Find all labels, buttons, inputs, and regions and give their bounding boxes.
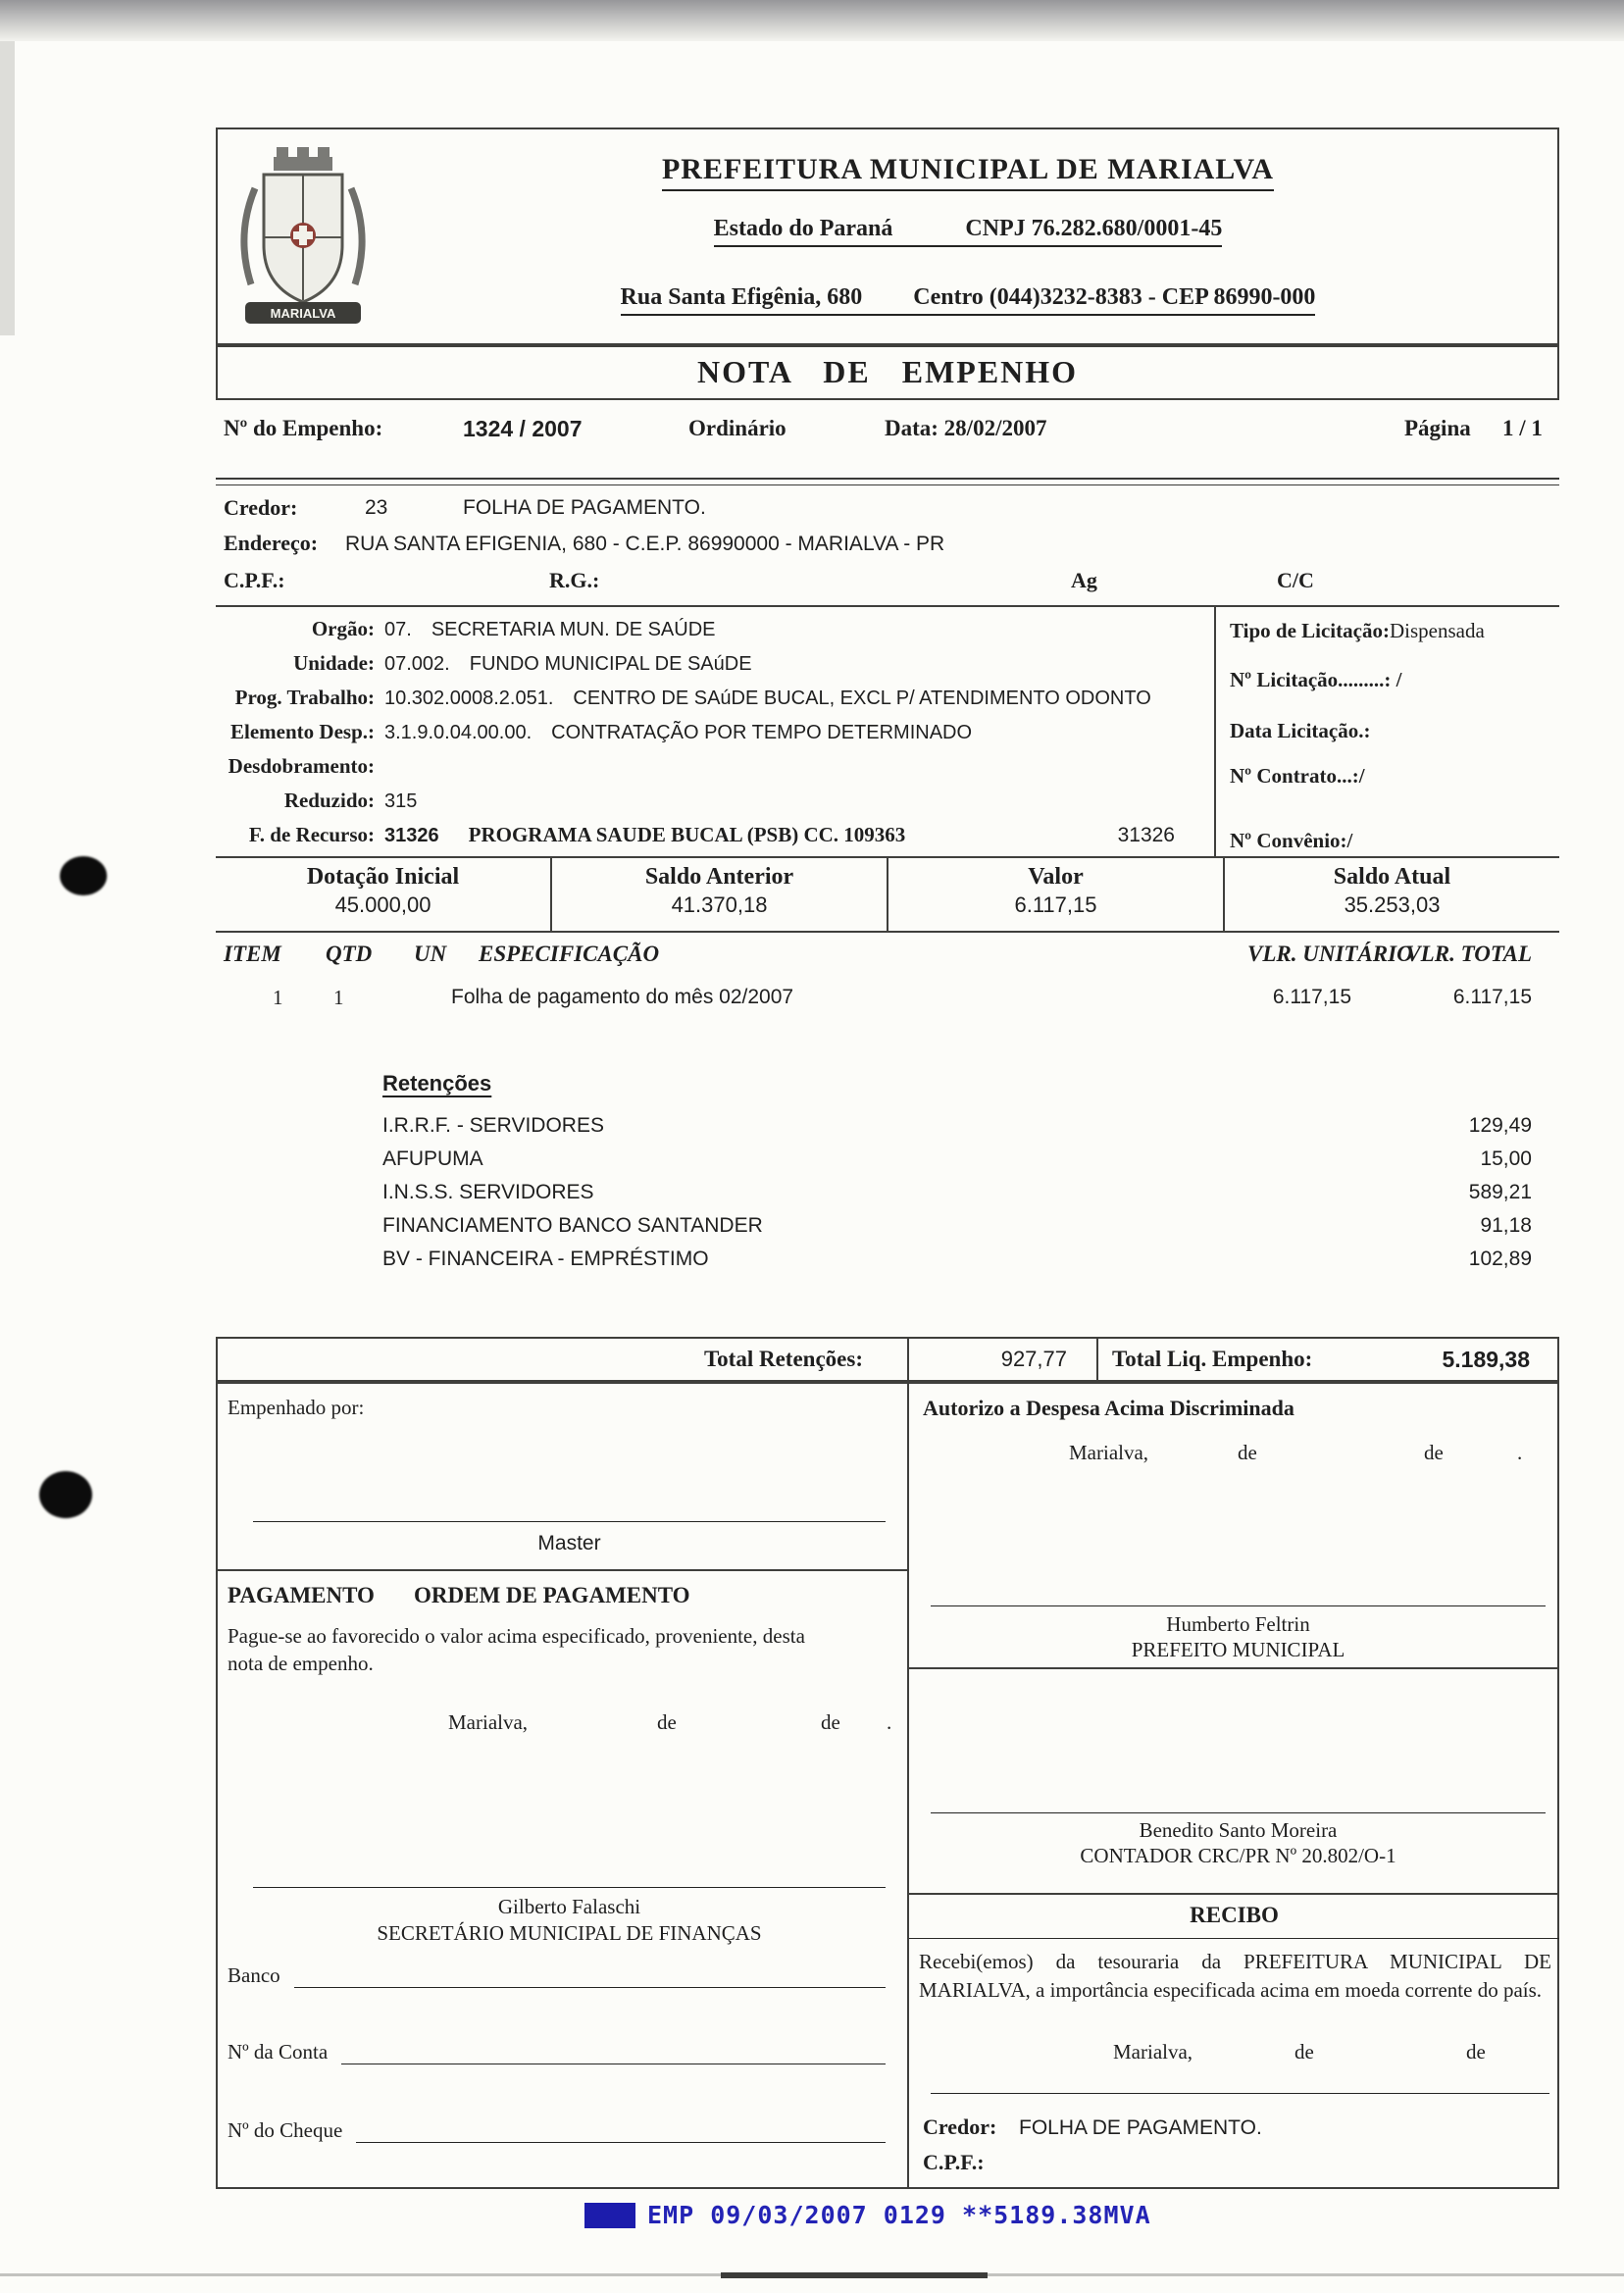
page-label: Página [1404, 416, 1471, 440]
dotacao-inicial-cell [216, 858, 550, 931]
items-header-row [216, 942, 1559, 975]
header-state-line [384, 216, 1551, 247]
orgao-label: Orgão: [311, 617, 375, 640]
recibo-cpf-label: C.P.F.: [923, 2150, 985, 2174]
totals-row [216, 1337, 1559, 1382]
de-blank: de [657, 1710, 677, 1734]
item-number: 1 [273, 986, 283, 1009]
city-blank: Marialva, [1069, 1441, 1149, 1464]
retention-value: 15,00 [1480, 1147, 1532, 1170]
letterhead [216, 127, 1559, 345]
item-total-value: 6.117,15 [1452, 986, 1532, 1008]
prog-trabalho-code: 10.302.0008.2.051. [384, 688, 554, 709]
secretario-role: SECRETÁRIO MUNICIPAL DE FINANÇAS [377, 1921, 762, 1945]
street-address: Rua Santa Efigênia, 680 [620, 284, 863, 310]
item-description: Folha de pagamento do mês 02/2007 [451, 986, 794, 1008]
contador-role: CONTADOR CRC/PR Nº 20.802/O-1 [1080, 1844, 1396, 1867]
empenhado-signature-name: Master [537, 1532, 601, 1554]
recibo-title: RECIBO [1190, 1903, 1279, 1927]
banco-blank-line [294, 1962, 886, 1988]
valor-value: 6.117,15 [1014, 892, 1097, 917]
cheque-row [228, 2116, 886, 2143]
pagamento-box [218, 1571, 907, 2191]
header-address-line [384, 284, 1551, 316]
budget-classification-box [216, 605, 1559, 856]
dotacao-inicial-label: Dotação Inicial [306, 864, 460, 890]
desdobramento-label: Desdobramento: [228, 754, 375, 778]
col-vlr-total: VLR. TOTAL [1405, 942, 1532, 966]
conta-row [228, 2038, 886, 2064]
empenhado-label: Empenhado por: [228, 1396, 365, 1419]
total-liq-cell [1098, 1347, 1557, 1373]
total-liq-value: 5.189,38 [1442, 1346, 1530, 1372]
tipo-licitacao-row [1230, 619, 1485, 643]
col-qtd: QTD [326, 942, 373, 966]
saldo-atual-cell [1223, 858, 1559, 931]
cheque-label: Nº do Cheque [228, 2118, 343, 2142]
total-retentions-value: 927,77 [907, 1339, 1098, 1380]
validation-stamp [584, 2201, 1151, 2229]
empenho-type: Ordinário [688, 416, 787, 440]
logo-banner-text: MARIALVA [270, 306, 336, 321]
reduzido-code: 315 [384, 790, 418, 812]
prog-trabalho-label: Prog. Trabalho: [234, 686, 375, 709]
empenho-header-row [216, 416, 1559, 459]
de-blank: de [1238, 1441, 1257, 1464]
empenho-date: Data: 28/02/2007 [885, 416, 1047, 440]
retention-value: 102,89 [1468, 1248, 1532, 1270]
numero-convenio: Nº Convênio:/ [1230, 829, 1353, 852]
creditor-label: Credor: [224, 495, 298, 520]
empenho-number-label: Nº do Empenho: [224, 416, 383, 440]
reduzido-row [216, 789, 417, 813]
prog-trabalho-row [216, 686, 1151, 710]
ordem-pagamento-title: ORDEM DE PAGAMENTO [414, 1583, 690, 1607]
secretario-name: Gilberto Falaschi [497, 1895, 641, 1918]
hole-punch-mark [60, 856, 107, 895]
fonte-recurso-label: F. de Recurso: [248, 823, 375, 846]
banco-row [228, 1962, 886, 1988]
city-blank: Marialva, [1113, 2040, 1193, 2064]
saldo-atual-value: 35.253,03 [1344, 892, 1441, 917]
signature-line [253, 1887, 886, 1888]
item-unit-value: 6.117,15 [1272, 986, 1351, 1008]
conta-blank-line [341, 2038, 886, 2064]
retention-name: I.R.R.F. - SERVIDORES [382, 1114, 604, 1137]
signature-line [931, 1605, 1546, 1606]
signature-line [253, 1521, 886, 1522]
de-blank: de [1424, 1441, 1444, 1464]
elemento-desp-label: Elemento Desp.: [230, 720, 375, 743]
total-liq-label: Total Liq. Empenho: [1112, 1347, 1313, 1371]
saldo-anterior-label: Saldo Anterior [644, 864, 794, 890]
elemento-desp-code: 3.1.9.0.04.00.00. [384, 722, 533, 743]
city-blank: Marialva, [448, 1710, 529, 1734]
recibo-text: Recebi(emos) da tesouraria da PREFEITURA MUNICIPAL DE MARIALVA, a importância especificada acima em moeda corrente do país. [919, 1950, 1551, 2003]
fonte-recurso-row [216, 823, 1214, 847]
scan-bottom-dark-segment [721, 2272, 988, 2278]
scan-left-streak [0, 41, 15, 335]
agency-label: Ag [1071, 568, 1097, 592]
classification-left [216, 607, 1214, 858]
signatures-section [216, 1382, 1559, 2189]
licitacao-column [1214, 607, 1559, 858]
rg-label: R.G.: [549, 568, 600, 592]
period-mark: . [887, 1710, 892, 1734]
document-title-bar [216, 345, 1559, 400]
pagamento-text: Pague-se ao favorecido o valor acima especificado, proveniente, desta nota de empenho. [228, 1624, 805, 1676]
saldo-anterior-value: 41.370,18 [671, 892, 768, 917]
recibo-credor-label: Credor: [923, 2115, 997, 2139]
signature-line [931, 2093, 1549, 2094]
creditor-address: RUA SANTA EFIGENIA, 680 - C.E.P. 86990000 - MARIALVA - PR [345, 533, 945, 555]
prefeito-role: PREFEITO MUNICIPAL [1131, 1638, 1345, 1661]
unidade-label: Unidade: [293, 651, 375, 675]
retentions-title: Retenções [382, 1071, 492, 1096]
recibo-title-rule [909, 1938, 1559, 1939]
address-label: Endereço: [224, 531, 319, 555]
retention-name: FINANCIAMENTO BANCO SANTANDER [382, 1214, 763, 1237]
pagamento-title: PAGAMENTO [228, 1583, 375, 1607]
unidade-desc: FUNDO MUNICIPAL DE SAúDE [469, 653, 752, 675]
hole-punch-mark [39, 1471, 92, 1518]
autorizo-title: Autorizo a Despesa Acima Discriminada [923, 1396, 1294, 1420]
period-mark: . [1517, 1441, 1523, 1464]
numero-contrato: Nº Contrato...:/ [1230, 764, 1365, 788]
elemento-desp-desc: CONTRATAÇÃO POR TEMPO DETERMINADO [551, 722, 973, 743]
desdobramento-row [216, 754, 375, 779]
reduzido-label: Reduzido: [283, 789, 375, 812]
balances-table [216, 856, 1559, 933]
recibo-credor-value: FOLHA DE PAGAMENTO. [1019, 2116, 1262, 2139]
contador-box [909, 1669, 1559, 1895]
conta-label: Nº da Conta [228, 2040, 329, 2064]
district-phone-cep: Centro (044)3232-8383 - CEP 86990-000 [913, 284, 1316, 310]
stamp-text: EMP 09/03/2007 0129 **5189.38MVA [647, 2201, 1151, 2229]
unidade-row [216, 651, 752, 676]
valor-cell [887, 858, 1223, 931]
dotacao-inicial-value: 45.000,00 [334, 892, 431, 917]
creditor-name: FOLHA DE PAGAMENTO. [463, 496, 706, 519]
fonte-recurso-desc: PROGRAMA SAUDE BUCAL (PSB) CC. 109363 [468, 823, 906, 846]
de-blank: de [1294, 2040, 1314, 2064]
account-label: C/C [1277, 568, 1314, 592]
tipo-licitacao-value: Dispensada [1389, 619, 1485, 642]
scan-top-band [0, 0, 1624, 41]
cpf-label: C.P.F.: [224, 568, 285, 592]
fonte-recurso-code: 31326 [384, 825, 439, 846]
elemento-desp-row [216, 720, 972, 744]
municipality-name: PREFEITURA MUNICIPAL DE MARIALVA [662, 153, 1274, 191]
item-qty: 1 [333, 986, 344, 1009]
col-un: UN [414, 942, 447, 966]
signature-line [931, 1812, 1546, 1813]
prog-trabalho-desc: CENTRO DE SAúDE BUCAL, EXCL P/ ATENDIMENTO ODONTO [573, 688, 1151, 709]
cnpj: CNPJ 76.282.680/0001-45 [965, 216, 1223, 241]
saldo-anterior-cell [550, 858, 887, 931]
data-licitacao: Data Licitação.: [1230, 719, 1371, 742]
retention-value: 91,18 [1480, 1214, 1532, 1237]
total-retentions-label: Total Retenções: [703, 1347, 863, 1371]
header-title-line [384, 153, 1551, 191]
retention-name: AFUPUMA [382, 1147, 483, 1170]
cheque-blank-line [356, 2116, 886, 2143]
divider-rule [216, 478, 1559, 485]
item-row [216, 986, 1559, 1017]
prefeito-name: Humberto Feltrin [1166, 1612, 1310, 1636]
state-name: Estado do Paraná [713, 216, 893, 241]
document-title: NOTA DE EMPENHO [696, 354, 1079, 389]
retention-value: 589,21 [1468, 1181, 1532, 1203]
coat-of-arms-logo [229, 137, 377, 335]
autorizo-box [909, 1384, 1559, 1669]
stamp-block-icon [584, 2203, 635, 2228]
fonte-recurso-code2: 31326 [1117, 824, 1175, 846]
de-blank: de [821, 1710, 840, 1734]
creditor-code: 23 [365, 496, 388, 519]
orgao-code: 07. [384, 619, 412, 640]
col-item: ITEM [224, 942, 281, 966]
page-number: 1 / 1 [1502, 416, 1543, 440]
orgao-row [216, 617, 716, 641]
tipo-licitacao-label: Tipo de Licitação: [1230, 619, 1390, 642]
banco-label: Banco [228, 1963, 280, 1987]
empenho-number: 1324 / 2007 [463, 416, 583, 441]
empenhado-box [218, 1384, 907, 1571]
valor-label: Valor [1028, 864, 1084, 890]
retention-value: 129,49 [1468, 1114, 1532, 1137]
col-especificacao: ESPECIFICAÇÃO [479, 942, 660, 966]
saldo-atual-label: Saldo Atual [1333, 864, 1451, 890]
numero-licitacao: Nº Licitação.........: / [1230, 668, 1402, 691]
retentions-block [216, 1071, 1559, 1297]
creditor-block [216, 487, 1559, 605]
contador-name: Benedito Santo Moreira [1139, 1818, 1338, 1842]
retention-name: BV - FINANCEIRA - EMPRÉSTIMO [382, 1248, 709, 1270]
retention-name: I.N.S.S. SERVIDORES [382, 1181, 594, 1203]
unidade-code: 07.002. [384, 653, 450, 675]
col-vlr-unitario: VLR. UNITÁRIO [1247, 942, 1413, 966]
orgao-desc: SECRETARIA MUN. DE SAÚDE [431, 619, 716, 640]
de-blank: de [1466, 2040, 1486, 2064]
recibo-box [909, 1895, 1559, 2191]
